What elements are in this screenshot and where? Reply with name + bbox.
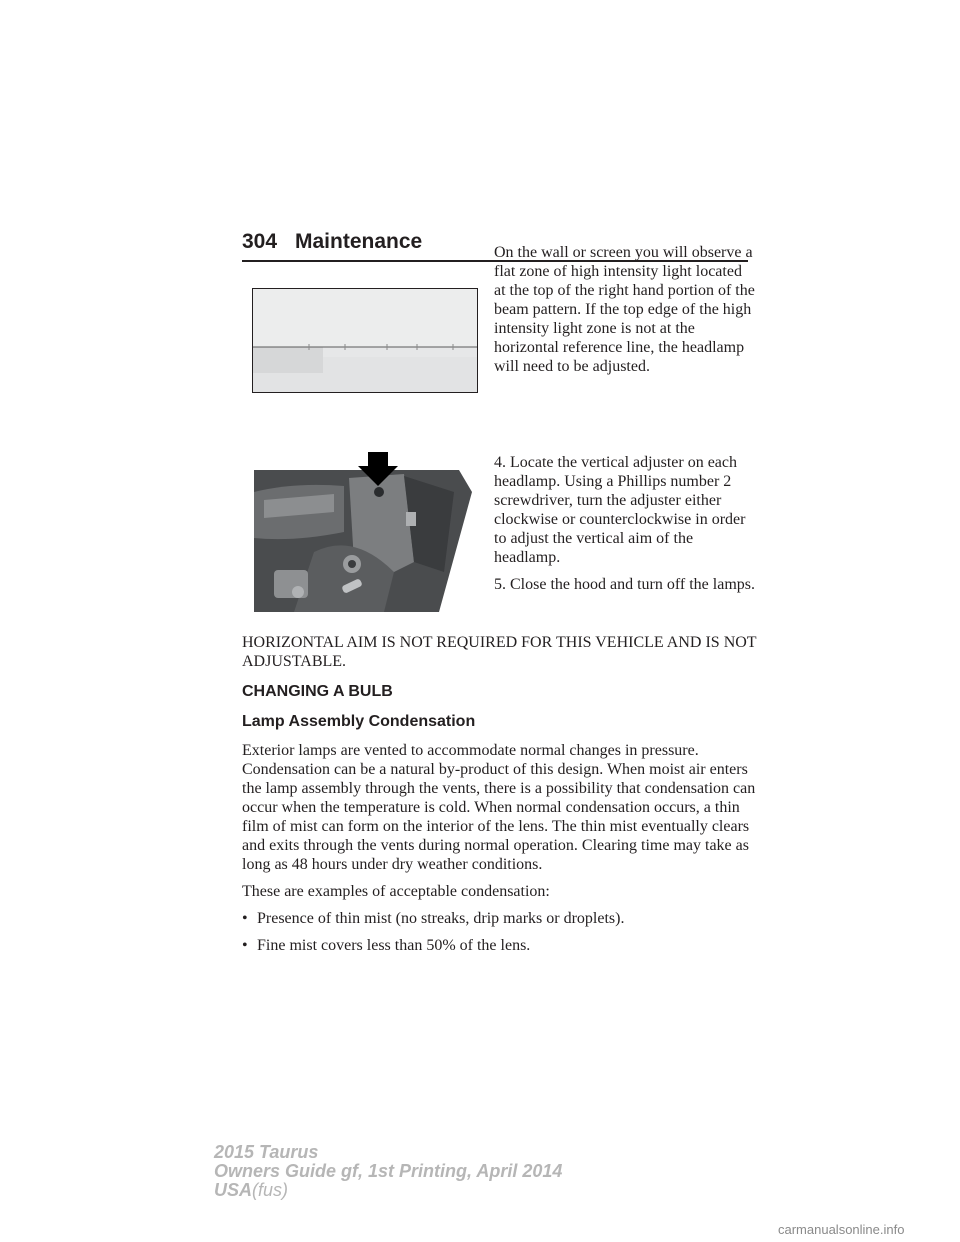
bullet-icon: •	[242, 937, 248, 954]
subheading: Lamp Assembly Condensation	[242, 713, 476, 730]
beam-pattern-paragraph: On the wall or screen you will observe a flat zone of high intensity light located at the top of the right hand portion of the beam pattern. If the top edge of the high intensity light zone is not at the horizontal reference line, the headlamp will need to be adjusted.	[494, 244, 755, 375]
adjuster-steps	[494, 453, 756, 594]
step-5: 5. Close the hood and turn off the lamps.	[494, 576, 755, 593]
footer	[214, 1143, 562, 1200]
list-item	[242, 909, 762, 928]
vertical-adjuster-figure	[254, 452, 476, 612]
down-arrow-icon	[358, 452, 398, 486]
list-item	[242, 936, 762, 955]
beam-pattern-figure	[252, 288, 478, 393]
beam-pattern-illustration	[253, 289, 477, 392]
section-heading: CHANGING A BULB	[242, 683, 393, 700]
watermark: carmanualsonline.info	[778, 1222, 905, 1237]
footer-region	[214, 1181, 562, 1200]
main-body	[242, 633, 762, 955]
page-number: 304	[242, 230, 278, 253]
step-4: 4. Locate the vertical adjuster on each headlamp. Using a Phillips number 2 screwdriver, turn the adjuster either clockwise or counterclockwise in order to adjust the vertical aim of the headlamp.	[494, 454, 746, 566]
footer-printing: Owners Guide gf, 1st Printing, April 2014	[214, 1161, 563, 1181]
horizontal-aim-note: HORIZONTAL AIM IS NOT REQUIRED FOR THIS VEHICLE AND IS NOT ADJUSTABLE.	[242, 634, 757, 670]
condensation-paragraph: Exterior lamps are vented to accommodate normal changes in pressure. Condensation can be a natural by-product of this design. When moist air enters the lamp assembly through the vents, there is a possibility that condensation can occur when the temperature is cold. When normal condensation occurs, a thin film of mist can form on the interior of the lens. The thin mist eventually clears and exits through the vents during normal operation. Clearing time may take as long as 48 hours under dry weather conditions.	[242, 742, 756, 873]
footer-model: 2015 Taurus	[214, 1142, 319, 1162]
examples-intro: These are examples of acceptable condensation:	[242, 883, 550, 900]
list-item-text: Presence of thin mist (no streaks, drip marks or droplets).	[257, 910, 625, 927]
footer-region-suffix: (fus)	[252, 1180, 289, 1200]
footer-region-code: USA	[214, 1180, 253, 1200]
list-item-text: Fine mist covers less than 50% of the lens.	[257, 937, 531, 954]
bullet-icon: •	[242, 910, 248, 927]
section-title: Maintenance	[295, 230, 423, 253]
